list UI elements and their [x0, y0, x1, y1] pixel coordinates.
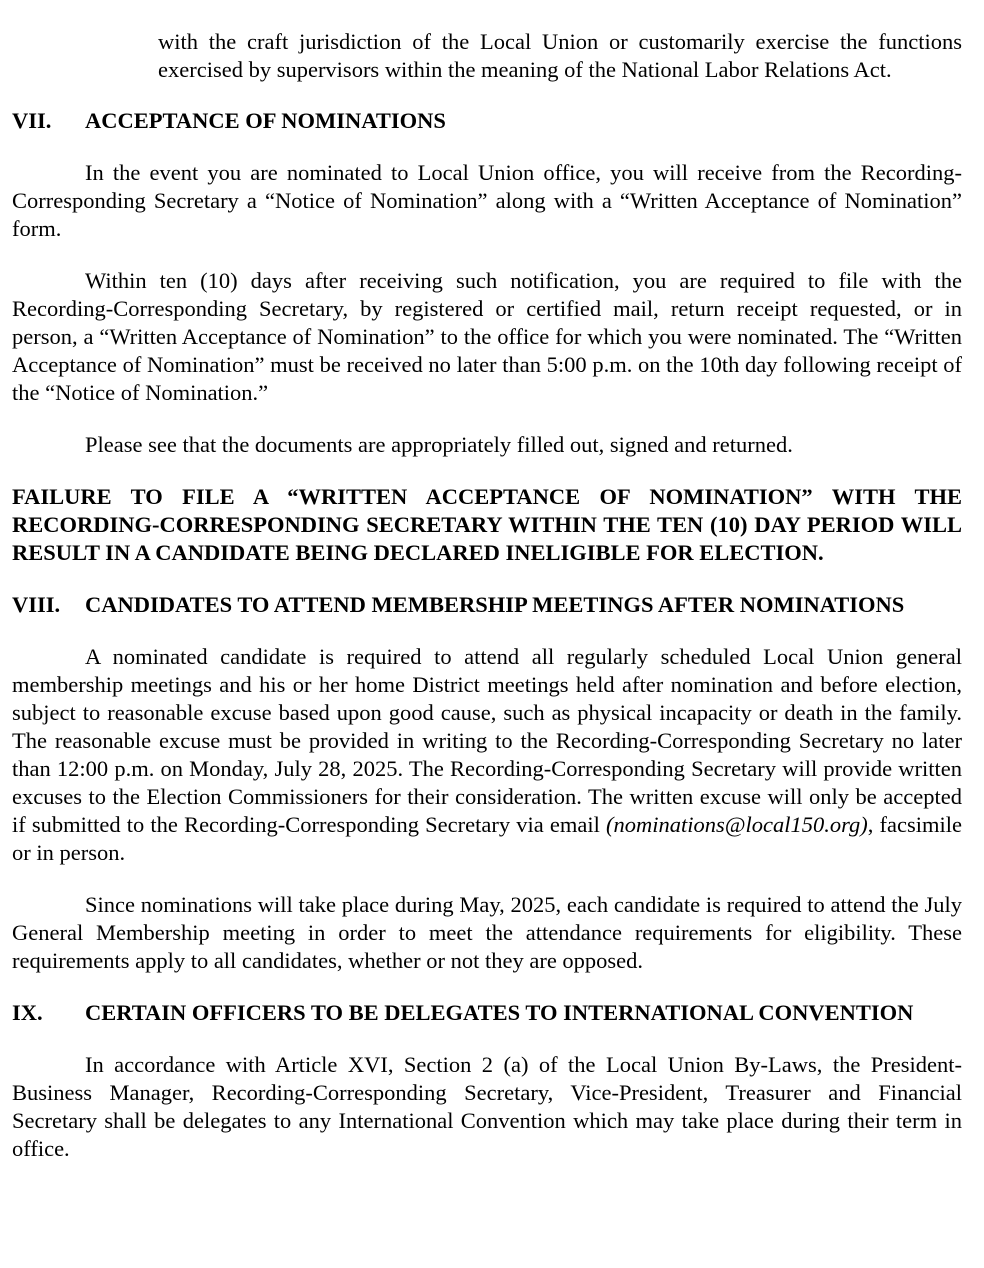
body-paragraph: In the event you are nominated to Local Union office, you will receive from the Recording-Corresponding Secretary a “Notice of Nomination” along with a “Written Acceptance of Nomination” form.	[12, 160, 962, 241]
section-number: VIII.	[12, 592, 61, 617]
email-address: (nominations@local150.org)	[606, 812, 868, 837]
body-paragraph: Within ten (10) days after receiving such notification, you are required to file with the Recording-Corresponding Secretary, by registered or certified mail, return receipt requested, or in person, a “Written Acceptance of Nomination” to the office for which you were nominated. The “Written Acceptance of Nomination” must be received no later than 5:00 p.m. on the 10th day following receipt of the “Notice of Nomination.”	[12, 268, 962, 405]
document-page	[12, 28, 962, 1163]
section-heading-ix	[12, 999, 962, 1027]
body-paragraph	[12, 643, 962, 867]
section-number: VII.	[12, 108, 52, 133]
section-title: CERTAIN OFFICERS TO BE DELEGATES TO INTERNATIONAL CONVENTION	[85, 1000, 914, 1025]
body-paragraph: In accordance with Article XVI, Section 2 (a) of the Local Union By-Laws, the President-Business Manager, Recording-Corresponding Secretary, Vice-President, Treasurer and Financial Secretary shall be delegates to any International Convention which may take place during their term in office.	[12, 1052, 962, 1161]
body-paragraph: Please see that the documents are appropriately filled out, signed and returned.	[85, 432, 793, 457]
section-title: CANDIDATES TO ATTEND MEMBERSHIP MEETINGS AFTER NOMINATIONS	[85, 592, 905, 617]
paragraph-text: , facsimile or in person.	[12, 812, 962, 865]
section-heading-vii	[12, 107, 962, 135]
warning-paragraph: FAILURE TO FILE A “WRITTEN ACCEPTANCE OF NOMINATION” WITH THE RECORDING-CORRESPONDING SECRETARY WITHIN THE TEN (10) DAY PERIOD WILL RESULT IN A CANDIDATE BEING DECLARED INELIGIBLE FOR ELECTION.	[12, 484, 962, 565]
paragraph-text: A nominated candidate is required to attend all regularly scheduled Local Union general membership meetings and his or her home District meetings held after nomination and before election, subject to reasonable excuse based upon good cause, such as physical incapacity or death in the family. The reasonable excuse must be provided in writing to the Recording-Corresponding Secretary no later than 12:00 p.m. on Monday, July 28, 2025. The Recording-Corresponding Secretary will provide written excuses to the Election Commissioners for their consideration. The written excuse will only be accepted if submitted to the Recording-Corresponding Secretary via email	[12, 644, 962, 837]
section-heading-viii	[12, 591, 962, 619]
body-paragraph: Since nominations will take place during May, 2025, each candidate is required to attend the July General Membership meeting in order to meet the attendance requirements for eligibility. These requirements apply to all candidates, whether or not they are opposed.	[12, 892, 962, 973]
section-number: IX.	[12, 1000, 43, 1025]
section-title: ACCEPTANCE OF NOMINATIONS	[85, 108, 446, 133]
continuation-paragraph: with the craft jurisdiction of the Local Union or customarily exercise the functions exercised by supervisors within the meaning of the National Labor Relations Act.	[158, 29, 962, 82]
